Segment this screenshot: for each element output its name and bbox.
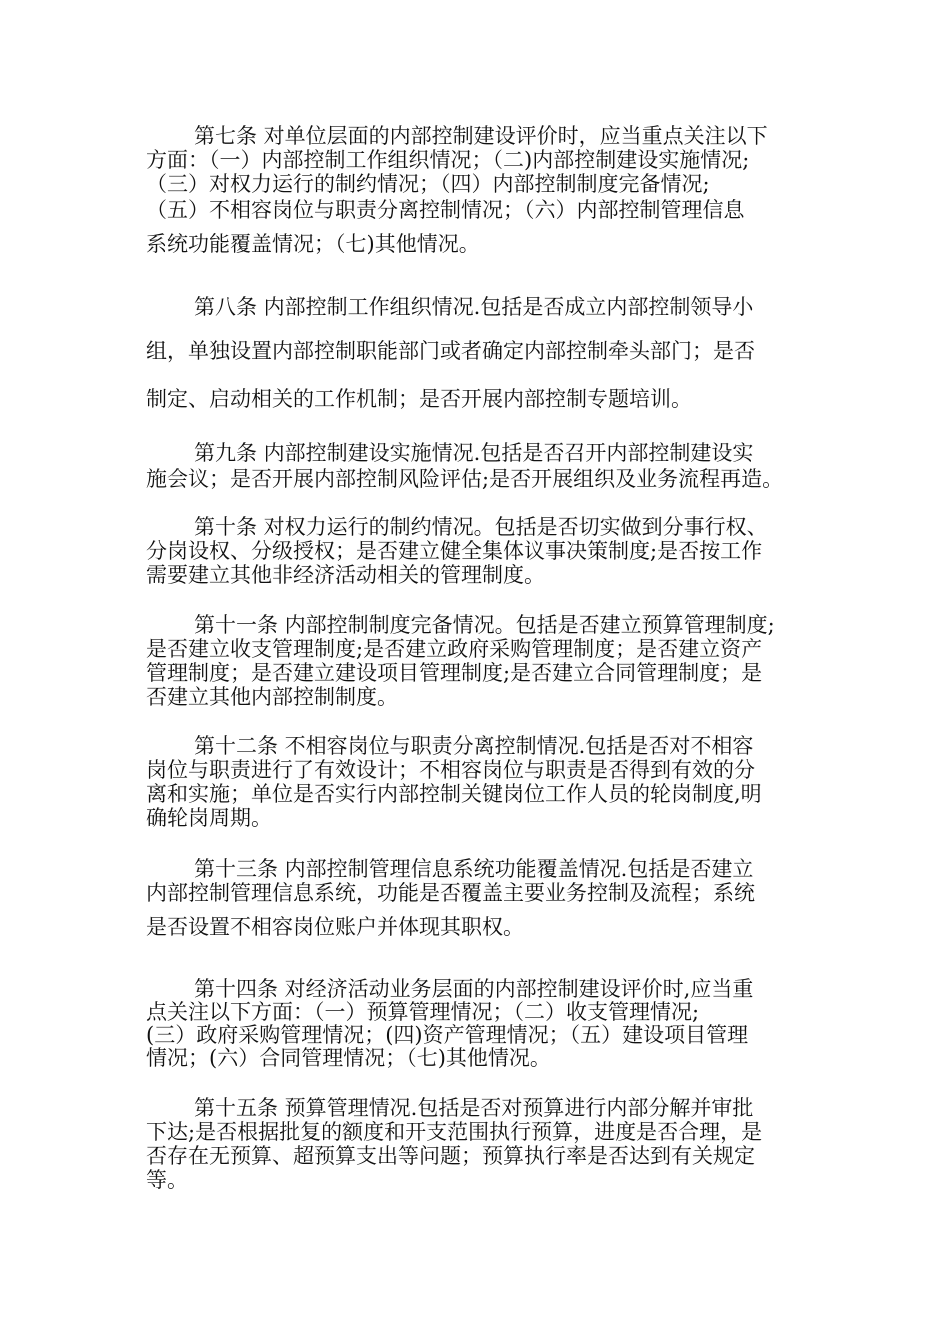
article-7-line-1: 第七条 对单位层面的内部控制建设评价时，应当重点关注以下: [194, 124, 768, 148]
article-12: [146, 735, 856, 829]
article-12-line-1: 第十二条 不相容岗位与职责分离控制情况.包括是否对不相容: [194, 734, 754, 758]
article-7-line-2: 方面：（一）内部控制工作组织情况；（二)内部控制建设实施情况;: [146, 148, 750, 172]
article-14-line-1: 第十四条 对经济活动业务层面的内部控制建设评价时,应当重: [194, 977, 754, 1001]
article-13-line-2: 内部控制管理信息系统，功能是否覆盖主要业务控制及流程；系统: [146, 881, 755, 905]
article-7: [146, 125, 856, 255]
article-15-line-1: 第十五条 预算管理情况.包括是否对预算进行内部分解并审批: [194, 1096, 754, 1120]
article-7-line-4: （五）不相容岗位与职责分离控制情况；（六）内部控制管理信息: [146, 198, 745, 222]
article-13: [146, 858, 856, 938]
article-10-line-3: 需要建立其他非经济活动相关的管理制度。: [146, 563, 545, 587]
article-9-line-2: 施会议；是否开展内部控制风险评估;是否开展组织及业务流程再造。: [146, 467, 784, 491]
article-14-line-3: (三）政府采购管理情况；(四)资产管理情况；（五）建设项目管理: [146, 1023, 749, 1047]
article-7-line-5: 系统功能覆盖情况；（七)其他情况。: [146, 232, 480, 256]
article-12-line-2: 岗位与职责进行了有效设计；不相容岗位与职责是否得到有效的分: [146, 758, 755, 782]
article-8-line-2: 组，单独设置内部控制职能部门或者确定内部控制牵头部门；是否: [146, 339, 755, 363]
article-9-line-1: 第九条 内部控制建设实施情况.包括是否召开内部控制建设实: [194, 441, 754, 465]
article-12-line-4: 确轮岗周期。: [146, 806, 272, 830]
article-7-line-3: （三）对权力运行的制约情况；（四）内部控制制度完备情况;: [146, 172, 710, 196]
article-8-line-3: 制定、启动相关的工作机制；是否开展内部控制专题培训。: [146, 387, 692, 411]
article-8: [146, 296, 856, 410]
article-11-line-4: 否建立其他内部控制制度。: [146, 685, 398, 709]
article-15: [146, 1097, 856, 1191]
article-10-line-1: 第十条 对权力运行的制约情况。包括是否切实做到分事行权、: [194, 515, 768, 539]
article-13-line-1: 第十三条 内部控制管理信息系统功能覆盖情况.包括是否建立: [194, 857, 754, 881]
article-13-line-3: 是否设置不相容岗位账户并体现其职权。: [146, 915, 524, 939]
article-14-line-2: 点关注以下方面：（一）预算管理情况；（二）收支管理情况;: [146, 1000, 700, 1024]
article-15-line-2: 下达;是否根据批复的额度和开支范围执行预算，进度是否合理，是: [146, 1120, 763, 1144]
article-10-line-2: 分岗设权、分级授权；是否建立健全集体议事决策制度;是否按工作: [146, 539, 763, 563]
article-9: [146, 442, 856, 490]
article-15-line-3: 否存在无预算、超预算支出等问题；预算执行率是否达到有关规定: [146, 1144, 755, 1168]
article-15-line-4: 等。: [146, 1168, 188, 1192]
article-11-line-3: 管理制度；是否建立建设项目管理制度;是否建立合同管理制度；是: [146, 661, 763, 685]
article-8-line-1: 第八条 内部控制工作组织情况.包括是否成立内部控制领导小: [194, 295, 754, 319]
article-11-line-1: 第十一条 内部控制制度完备情况。包括是否建立预算管理制度;: [194, 613, 775, 637]
article-11-line-2: 是否建立收支管理制度;是否建立政府采购管理制度；是否建立资产: [146, 637, 763, 661]
article-14-line-4: 情况；(六）合同管理情况；（七)其他情况。: [146, 1046, 551, 1070]
article-14: [146, 978, 856, 1069]
article-10: [146, 516, 856, 586]
article-11: [146, 614, 856, 708]
article-12-line-3: 离和实施；单位是否实行内部控制关键岗位工作人员的轮岗制度,明: [146, 782, 762, 806]
